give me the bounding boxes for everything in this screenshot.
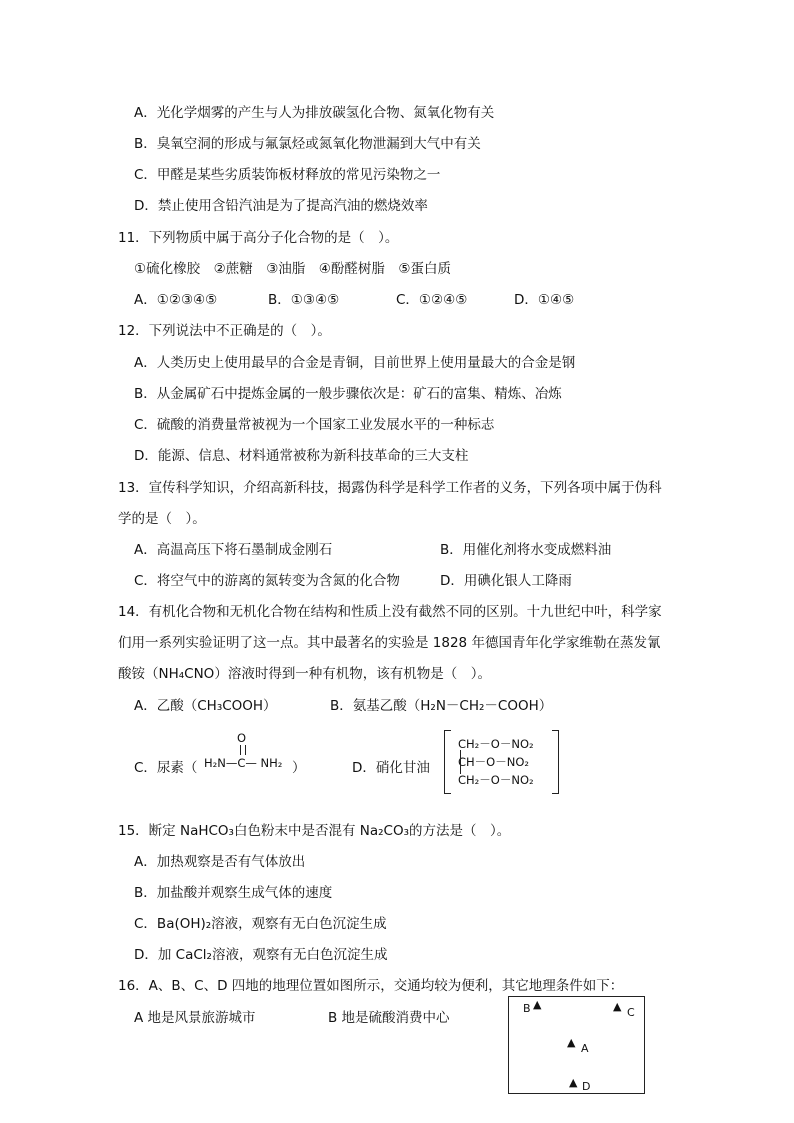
q13-option-d: D．用碘化银人工降雨 [440,573,572,589]
nitro-line-2: CH－O－NO₂ [458,755,529,769]
q14-stem-line3: 酸铵（NH₄CNO）溶液时得到一种有机物，该有机物是（ ）。 [118,666,492,682]
q15-option-d: D．加 CaCl₂溶液，观察有无白色沉淀生成 [134,947,388,963]
nitro-line-3: CH₂－O－NO₂ [458,773,534,787]
q11-option-b: B．①③④⑤ [268,292,340,308]
q14-option-d-label: D．硝化甘油 [352,760,430,776]
map-marker-a: ▲ [567,1036,576,1049]
q13-option-a: A．高温高压下将石墨制成金刚石 [134,542,333,558]
q14-option-c-label: C．尿素（ [134,760,198,776]
q14-option-c-close: ） [292,760,306,776]
urea-oxygen: O [237,731,247,745]
q16-condition-a: A 地是风景旅游城市 [134,1010,256,1026]
q14-stem-line2: 们用一系列实验证明了这一点。其中最著名的实验是 1828 年德国青年化学家维勒在蒸发氰 [118,635,661,651]
q14-stem-line1: 14．有机化合物和无机化合物在结构和性质上没有截然不同的区别。十九世纪中叶，科学家 [118,604,662,620]
nitro-bracket-right [552,730,559,794]
nitro-backbone [460,750,461,774]
q12-option-a: A．人类历史上使用最早的合金是青铜，目前世界上使用量最大的合金是钢 [134,355,576,371]
location-map [508,996,645,1094]
nitro-line-1: CH₂－O－NO₂ [458,737,534,751]
q15-option-a: A．加热观察是否有气体放出 [134,854,306,870]
q13-stem-line1: 13．宣传科学知识，介绍高新科技，揭露伪科学是科学工作者的义务，下列各项中属于伪科 [118,480,662,496]
q11-option-c: C．①②④⑤ [396,292,468,308]
q12-stem: 12．下列说法中不正确是的（ ）。 [118,323,331,339]
map-marker-d: ▲ [569,1076,578,1089]
q10-option-b: B．臭氧空洞的形成与氟氯烃或氮氧化物泄漏到大气中有关 [134,136,481,152]
q14-option-b: B．氨基乙酸（H₂N－CH₂－COOH） [330,698,553,714]
q16-stem: 16．A、B、C、D 四地的地理位置如图所示，交通均较为便利，其它地理条件如下： [118,978,624,994]
q11-stem: 11．下列物质中属于高分子化合物的是（ ）。 [118,230,399,246]
q11-option-a: A．①②③④⑤ [134,292,218,308]
map-marker-c: ▲ [613,1000,622,1013]
q12-option-d: D．能源、信息、材料通常被称为新科技革命的三大支柱 [134,448,469,464]
q10-option-c: C．甲醛是某些劣质装饰板材释放的常见污染物之一 [134,167,441,183]
map-marker-b: ▲ [533,998,542,1011]
q11-option-d: D．①④⑤ [514,292,575,308]
q14-option-a: A．乙酸（CH₃COOH） [134,698,277,714]
map-label-b: B [523,1002,531,1015]
q16-condition-b: B 地是硫酸消费中心 [328,1010,450,1026]
map-label-c: C [627,1006,635,1019]
q11-items: ①硫化橡胶 ②蔗糖 ③油脂 ④酚醛树脂 ⑤蛋白质 [134,261,452,277]
q15-option-c: C．Ba(OH)₂溶液，观察有无白色沉淀生成 [134,916,387,932]
nitro-bracket-left [444,730,451,794]
urea-double-bond [240,745,246,755]
q13-option-b: B．用催化剂将水变成燃料油 [440,542,612,558]
map-label-d: D [582,1080,591,1093]
q10-option-d: D．禁止使用含铅汽油是为了提高汽油的燃烧效率 [134,198,428,214]
map-label-a: A [581,1042,589,1055]
q15-option-b: B．加盐酸并观察生成气体的速度 [134,885,333,901]
urea-formula: H₂N—C— NH₂ [204,756,283,770]
q12-option-b: B．从金属矿石中提炼金属的一般步骤依次是：矿石的富集、精炼、冶炼 [134,386,562,402]
q10-option-a: A．光化学烟雾的产生与人为排放碳氢化合物、氮氧化物有关 [134,105,495,121]
q13-option-c: C．将空气中的游离的氮转变为含氮的化合物 [134,573,400,589]
q12-option-c: C．硫酸的消费量常被视为一个国家工业发展水平的一种标志 [134,417,495,433]
q15-stem: 15．断定 NaHCO₃白色粉末中是否混有 Na₂CO₃的方法是（ ）。 [118,823,511,839]
q13-stem-line2: 学的是（ ）。 [118,511,206,527]
